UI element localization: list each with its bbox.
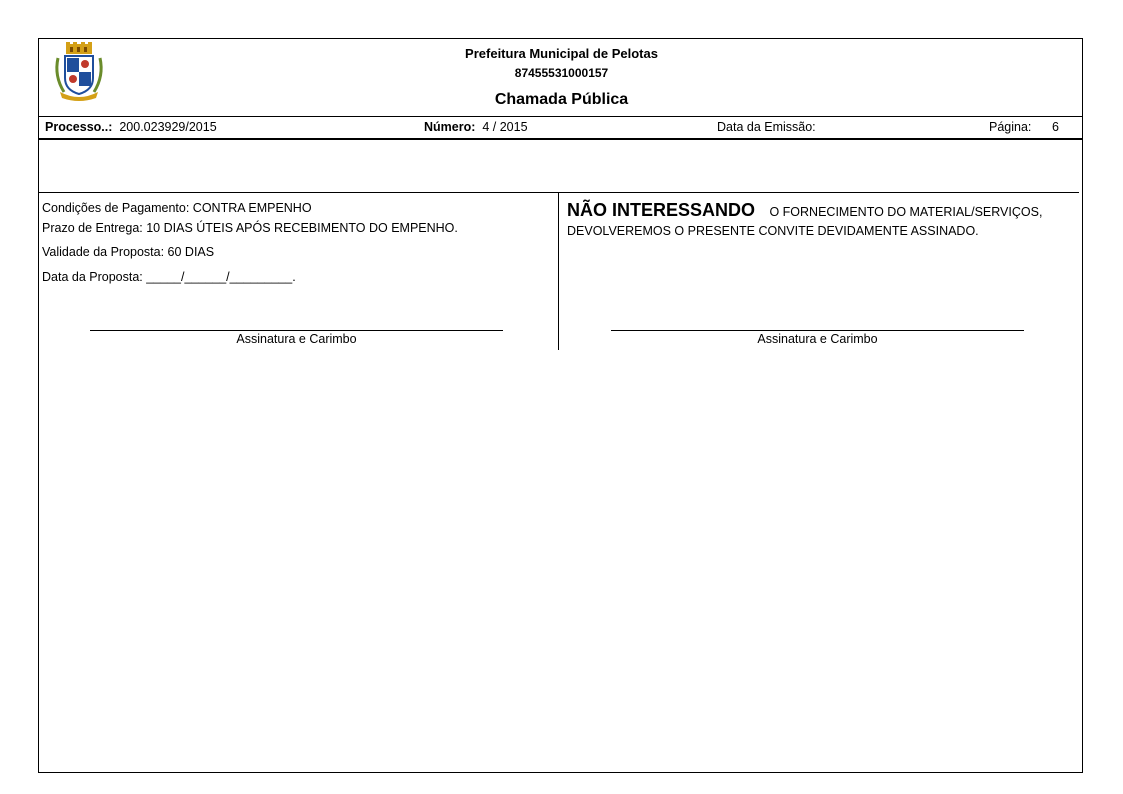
column-divider [558,192,559,350]
signature-label-right: Assinatura e Carimbo [757,332,878,346]
processo-field [45,120,217,134]
signature-line-left [90,330,503,331]
notice-line1: O FORNECIMENTO DO MATERIAL/SERVIÇOS, [769,205,1043,219]
processo-label: Processo..: [45,120,113,134]
numero-label: Número: [424,120,476,134]
payment-conditions: Condições de Pagamento: CONTRA EMPENHO [42,201,312,215]
notice-line2: DEVOLVEREMOS O PRESENTE CONVITE DEVIDAMENTE ASSINADO. [567,224,979,238]
signature-label-left: Assinatura e Carimbo [236,332,357,346]
pagina-value: 6 [1052,120,1059,134]
numero-field [424,120,528,134]
processo-value: 200.023929/2015 [119,120,217,134]
notice-first-line [567,200,1042,221]
numero-value: 4 / 2015 [482,120,528,134]
cnpj-number: 87455531000157 [514,66,609,80]
document-title: Chamada Pública [494,91,629,108]
pagina-label: Página: [989,120,1032,134]
emissao-label: Data da Emissão: [717,120,816,134]
proposal-date: Data da Proposta: _____/______/_________. [42,270,296,284]
document-frame [38,38,1083,773]
delivery-term: Prazo de Entrega: 10 DIAS ÚTEIS APÓS RECEBIMENTO DO EMPENHO. [42,221,458,235]
organization-name: Prefeitura Municipal de Pelotas [465,46,658,61]
notice-heading: NÃO INTERESSANDO [567,200,756,220]
signature-line-right [611,330,1024,331]
meta-divider [38,138,1083,140]
proposal-validity: Validade da Proposta: 60 DIAS [42,245,215,259]
header-divider [38,116,1083,117]
